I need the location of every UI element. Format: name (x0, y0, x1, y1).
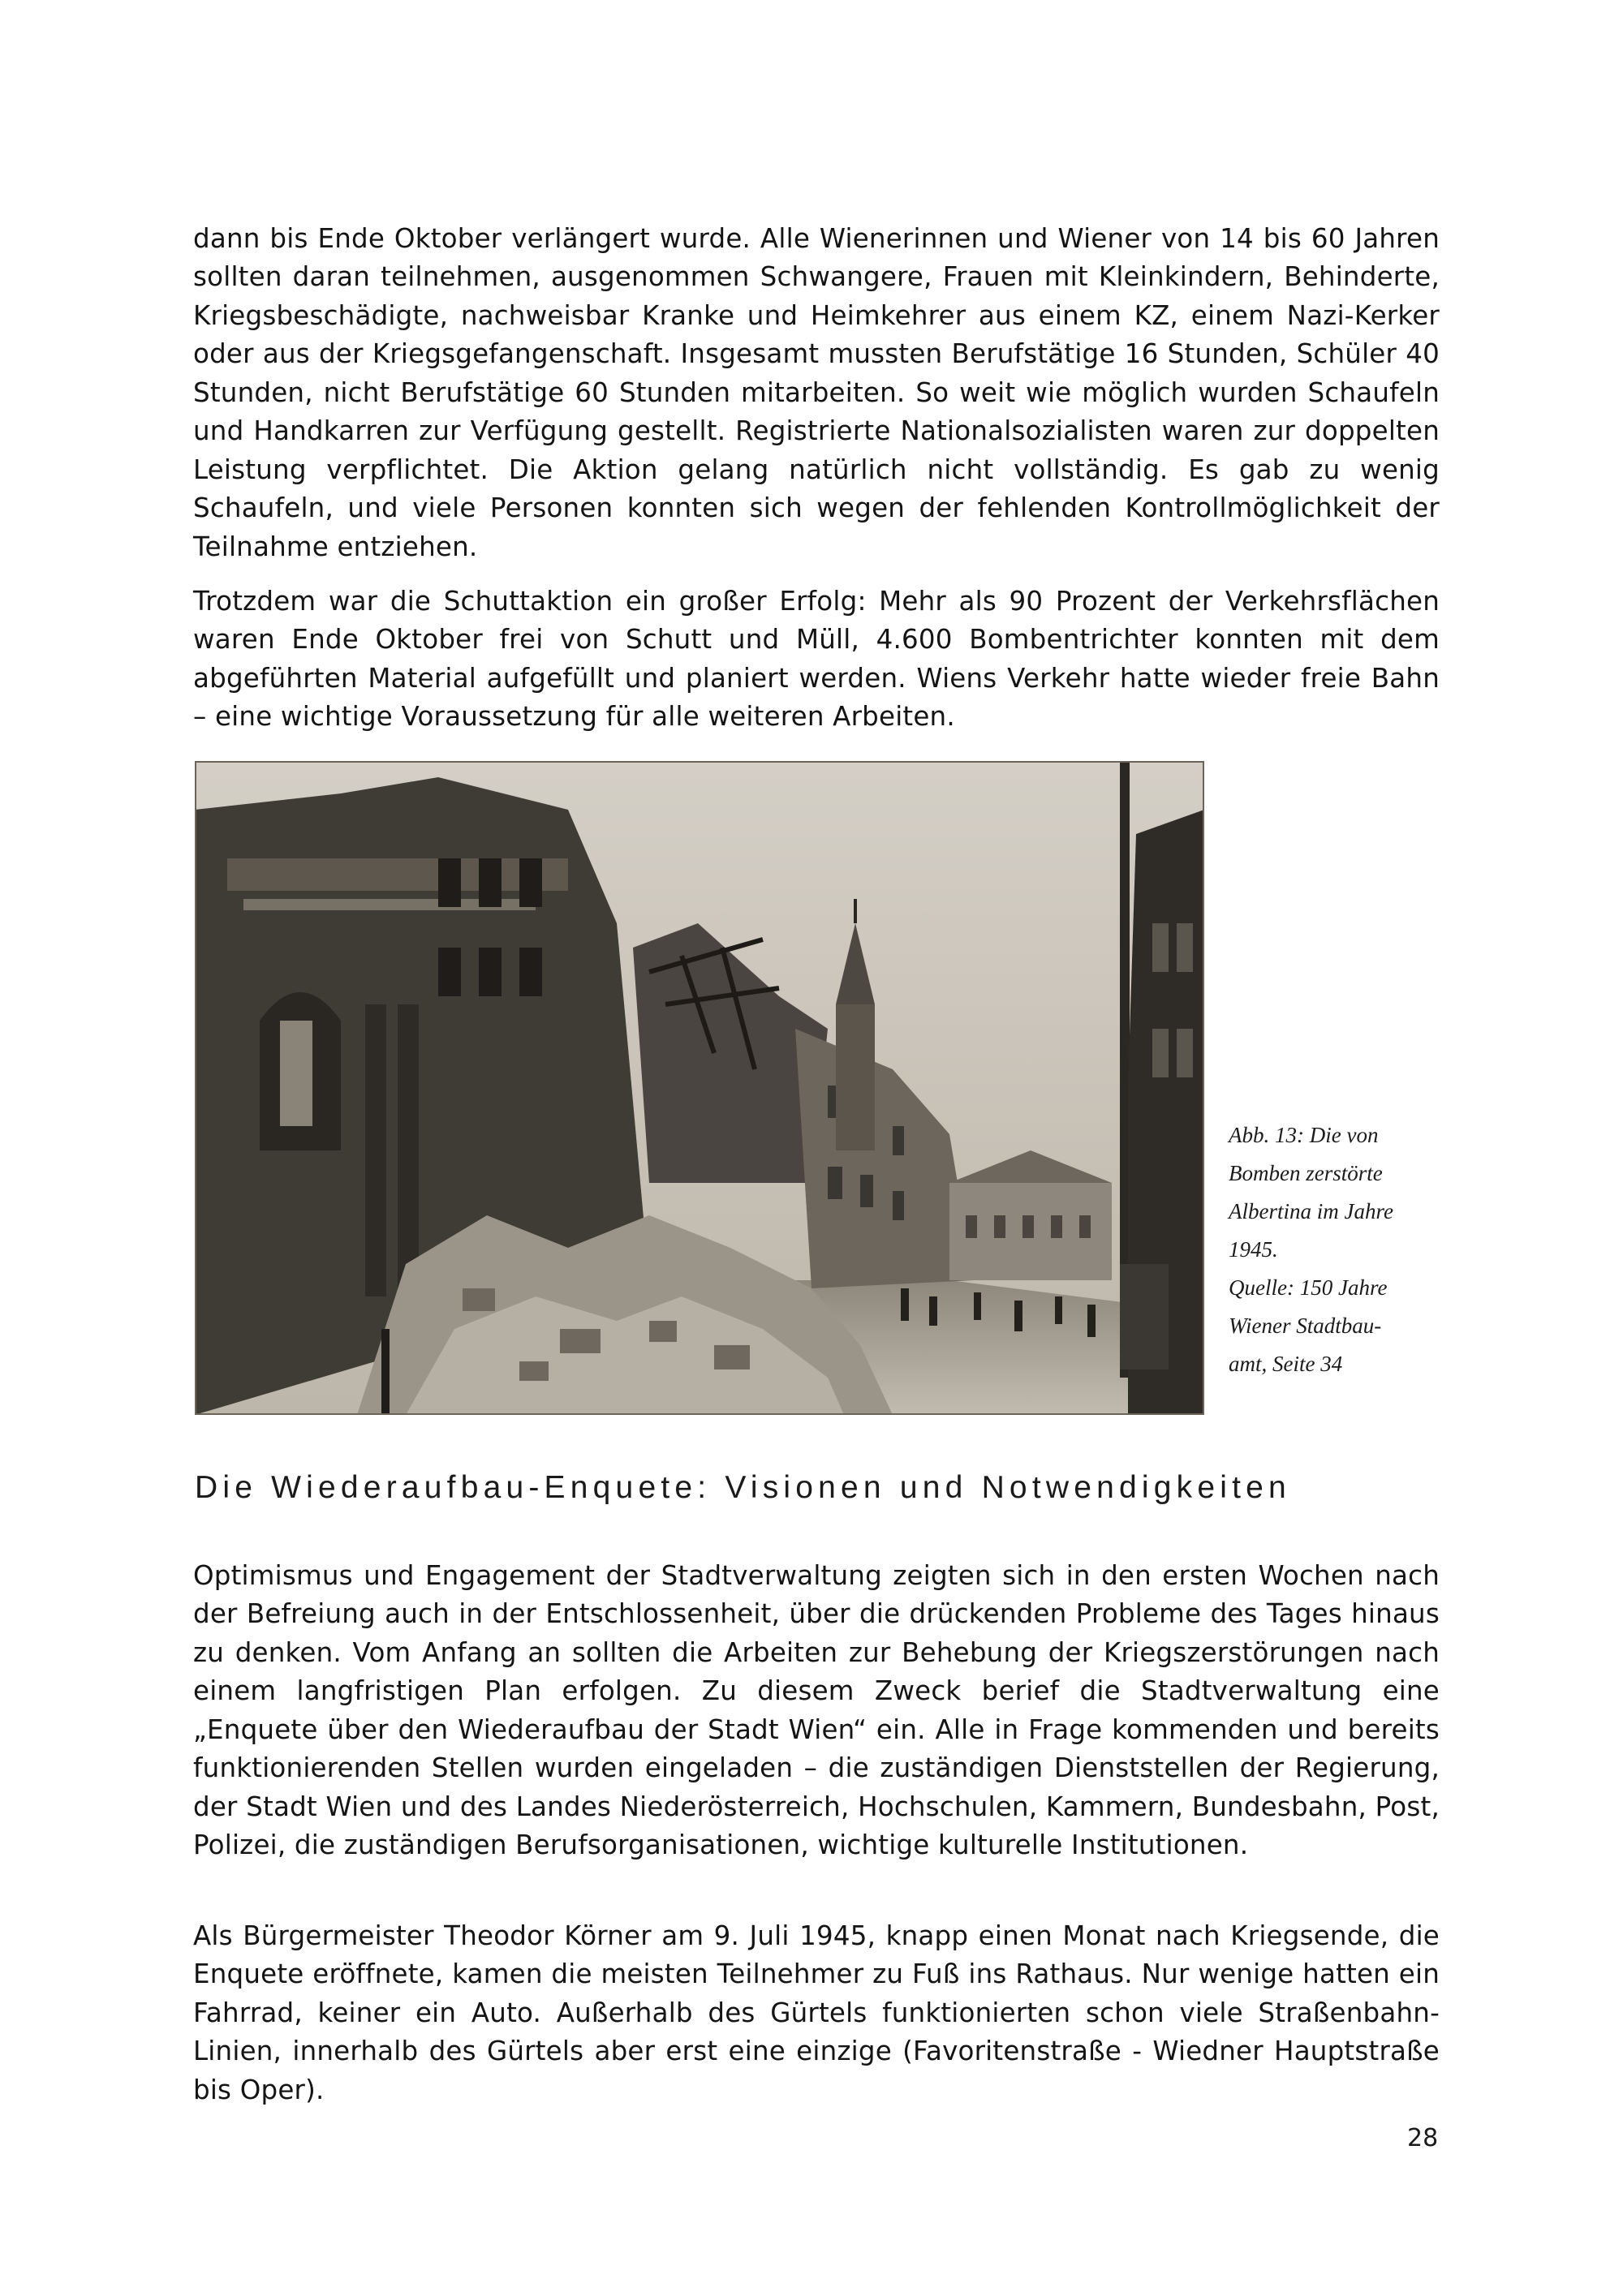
caption-line: Wiener Stadtbau- (1229, 1314, 1382, 1338)
body-paragraph-2: Trotzdem war die Schuttaktion ein großer Erfolg: Mehr als 90 Prozent der Verkehrsflächen waren Ende Oktober frei von Schutt und Müll, 4.600 Bombentrichter konnten mit dem abgeführten Material aufgefüllt und planiert werden. Wiens Verkehr hatte wieder freie Bahn – eine wichtige Voraussetzung für alle weiteren Arbeiten. (193, 585, 1440, 732)
caption-line: Albertina im Jahre (1229, 1199, 1393, 1223)
caption-line: Abb. 13: Die von (1229, 1123, 1379, 1147)
caption-line: 1945. (1229, 1237, 1278, 1262)
historical-photo-albertina-ruins (195, 761, 1204, 1415)
caption-line: Bomben zerstörte (1229, 1161, 1383, 1185)
page-number: 28 (1407, 2124, 1439, 2152)
body-paragraph-1: dann bis Ende Oktober verlängert wurde. Alle Wienerinnen und Wiener von 14 bis 60 Jahren sollten daran teilnehmen, ausgenommen Schwangere, Frauen mit Kleinkindern, Behinderte, Kriegsbeschädigte, nachweisbar Kranke und Heimkehrer aus einem KZ, einem Nazi-Kerker oder aus der Kriegsgefangenschaft. Insgesamt mussten Berufstätige 16 Stunden, Schüler 40 Stunden, nicht Berufstätige 60 Stunden mitarbeiten. So weit wie möglich wurden Schaufeln und Handkarren zur Verfügung gestellt. Registrierte Nationalsozialisten waren zur doppelten Leistung verpflichtet. Die Aktion gelang natürlich nicht vollständig. Es gab zu wenig Schaufeln, und viele Personen konnten sich wegen der fehlenden Kontrollmöglichkeit der Teilnahme entziehen. (193, 222, 1440, 562)
body-paragraph-3: Optimismus und Engagement der Stadtverwaltung zeigten sich in den ersten Wochen nach der Befreiung auch in der Entschlossenheit, über die drückenden Probleme des Tages hinaus zu denken. Vom Anfang an sollten die Arbeiten zur Behebung der Kriegszerstörungen nach einem langfristigen Plan erfolgen. Zu diesem Zweck berief die Stadtverwaltung eine „Enquete über den Wiederaufbau der Stadt Wien“ ein. Alle in Frage kommenden und bereits funktionierenden Stellen wurden eingeladen – die zuständigen Dienststellen der Regierung, der Stadt Wien und des Landes Niederösterreich, Hochschulen, Kammern, Bundesbahn, Post, Polizei, die zuständigen Berufsorganisationen, wichtige kulturelle Institutionen. (193, 1559, 1440, 1860)
caption-line: Quelle: 150 Jahre (1229, 1275, 1388, 1300)
body-paragraph-4: Als Bürgermeister Theodor Körner am 9. Juli 1945, knapp einen Monat nach Kriegsende, die Enquete eröffnete, kamen die meisten Teilnehmer zu Fuß ins Rathaus. Nur wenige hatten ein Fahrrad, keiner ein Auto. Außerhalb des Gürtels funktionierten schon viele Straßenbahn-Linien, innerhalb des Gürtels aber erst eine einzige (Favoritenstraße - Wiedner Hauptstraße bis Oper). (193, 1920, 1440, 2105)
section-heading: Die Wiederaufbau-Enquete: Visionen und Notwendigkeiten (195, 1470, 1291, 1505)
caption-line: amt, Seite 34 (1229, 1352, 1343, 1376)
figure-caption (1229, 1116, 1448, 1383)
